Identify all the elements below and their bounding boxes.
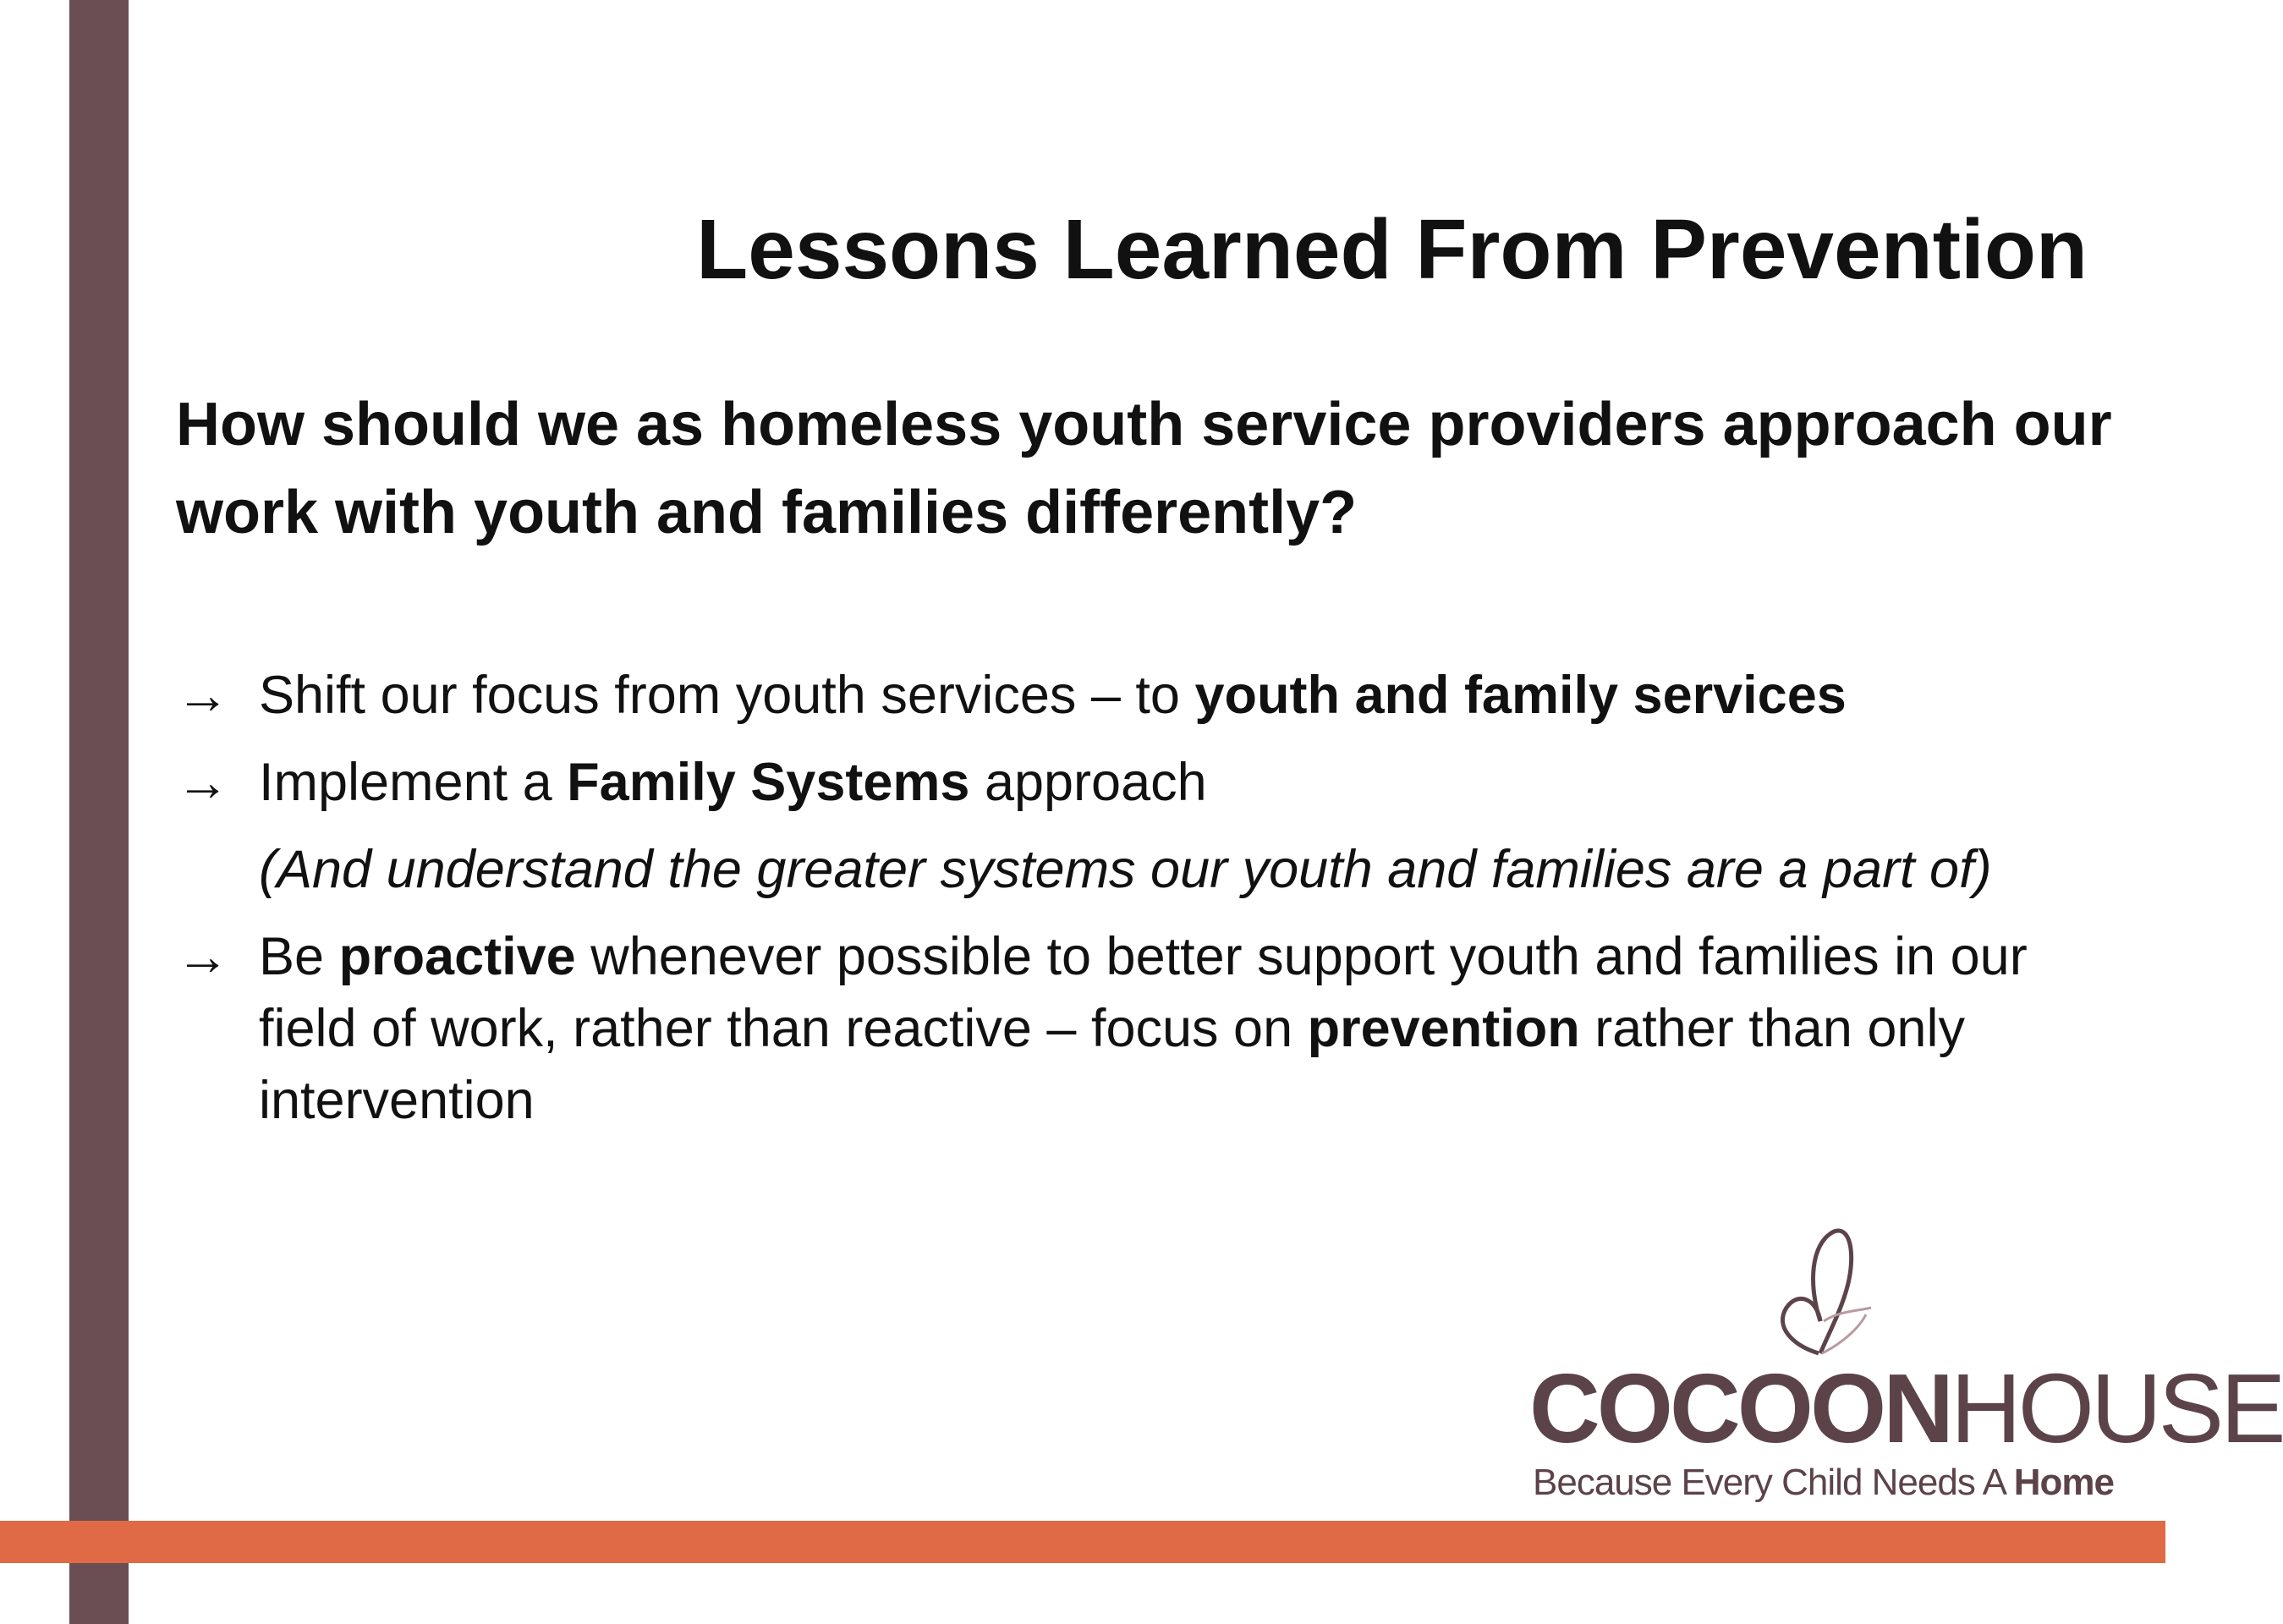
left-accent-bar (69, 0, 129, 1624)
slide-title: Lessons Learned From Prevention (696, 202, 2088, 297)
arrow-right-icon: → (176, 927, 229, 986)
bullet-text: whenever possible to better support youth and families in our field of work, rather than reactive – focus on (259, 927, 2028, 1058)
slide-question: How should we as homeless youth service providers approach our work with youth and families differently? (176, 391, 2112, 546)
logo-wordmark-part: HOUSE (1951, 1353, 2283, 1463)
logo-tagline-part: Because Every Child Needs A (1533, 1462, 2014, 1503)
bullet-text: approach (969, 753, 1207, 812)
arrow-right-icon: → (176, 753, 229, 812)
logo-tagline-part: Home (2013, 1462, 2115, 1503)
cocoon-house-logo (1529, 1226, 2283, 1506)
bottom-accent-bar (0, 1521, 2165, 1563)
bullet-emphasis: youth and family services (1194, 666, 1847, 725)
butterfly-icon (1758, 1226, 1885, 1362)
bullet-item-1 (176, 660, 2121, 732)
bullet-text: Be (259, 927, 339, 986)
bullet-emphasis: proactive (338, 927, 576, 986)
arrow-right-icon: → (176, 666, 229, 725)
bullet-item-2 (176, 747, 2121, 819)
bullet-note: (And understand the greater systems our youth and families are a part of) (259, 840, 1992, 899)
bullet-item-3 (176, 921, 2121, 1137)
bullet-emphasis: prevention (1307, 999, 1580, 1058)
logo-tagline (1533, 1462, 2114, 1504)
logo-wordmark (1529, 1353, 2283, 1463)
bullet-text: rather than only intervention (259, 999, 1965, 1130)
bullet-list (176, 660, 2121, 1137)
logo-wordmark-part: COCOON (1529, 1353, 1951, 1463)
bullet-text: Shift our focus from youth services – to (259, 666, 1195, 725)
bullet-text: Implement a (259, 753, 568, 812)
bullet-emphasis: Family Systems (567, 753, 970, 812)
